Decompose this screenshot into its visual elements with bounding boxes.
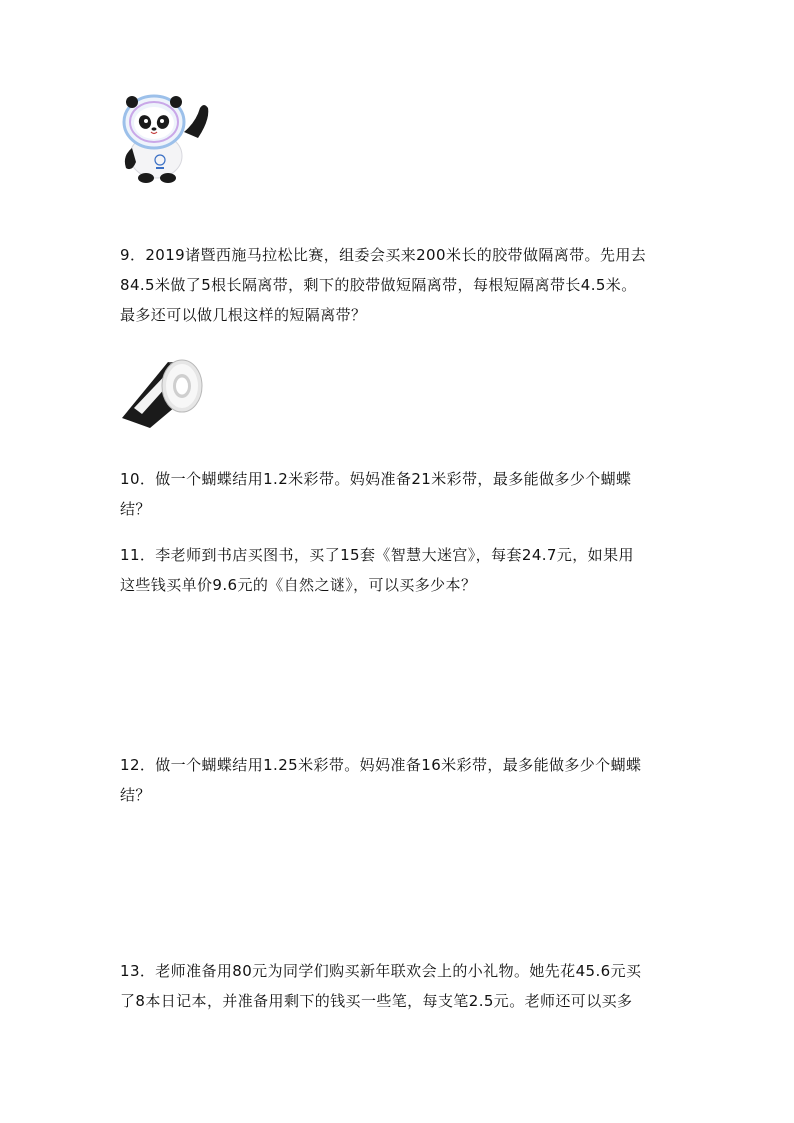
question-line: 11．李老师到书店买图书，买了15套《智慧大迷宫》，每套24.7元，如果用 xyxy=(120,546,634,564)
question-10 xyxy=(120,464,680,524)
panda-mascot-icon xyxy=(112,92,214,184)
question-12 xyxy=(120,750,680,810)
question-line: 结？ xyxy=(120,786,151,804)
question-9 xyxy=(120,240,680,330)
question-line: 13．老师准备用80元为同学们购买新年联欢会上的小礼物。她先花45.6元买 xyxy=(120,962,642,980)
question-line: 9．2019诸暨西施马拉松比赛，组委会买来200米长的胶带做隔离带。先用去 xyxy=(120,246,647,264)
question-line: 结？ xyxy=(120,500,151,518)
question-line: 10．做一个蝴蝶结用1.2米彩带。妈妈准备21米彩带，最多能做多少个蝴蝶 xyxy=(120,470,632,488)
question-line: 84.5米做了5根长隔离带，剩下的胶带做短隔离带，每根短隔离带长4.5米。 xyxy=(120,276,637,294)
question-line: 12．做一个蝴蝶结用1.25米彩带。妈妈准备16米彩带，最多能做多少个蝴蝶 xyxy=(120,756,642,774)
question-line: 了8本日记本，并准备用剩下的钱买一些笔，每支笔2.5元。老师还可以买多 xyxy=(120,992,633,1010)
question-line: 最多还可以做几根这样的短隔离带？ xyxy=(120,306,367,324)
question-line: 这些钱买单价9.6元的《自然之谜》，可以买多少本？ xyxy=(120,576,477,594)
question-11 xyxy=(120,540,680,600)
tape-roll-icon xyxy=(116,356,206,428)
question-13 xyxy=(120,956,680,1016)
